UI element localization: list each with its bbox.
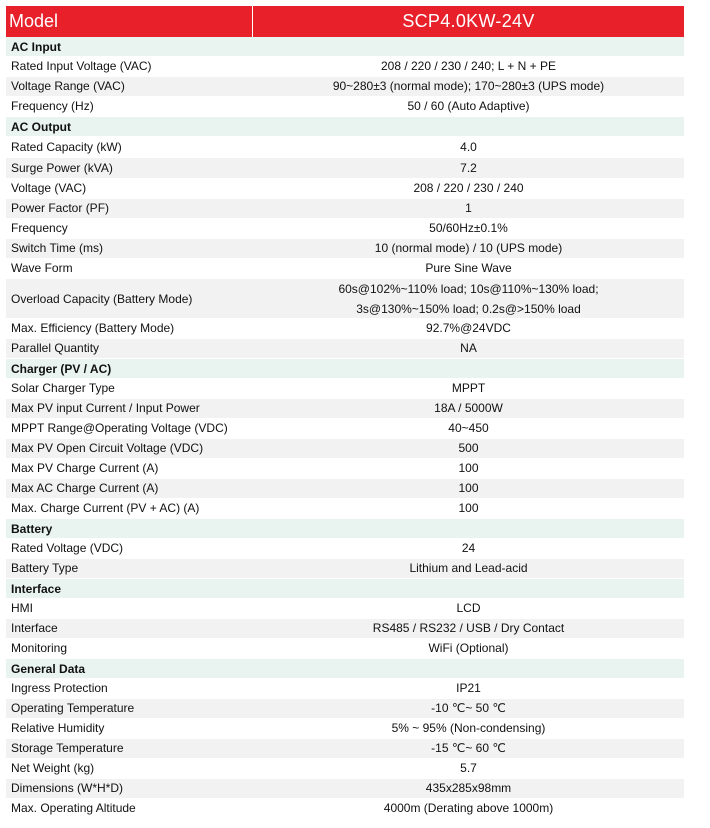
row-value-line-2: 3s@130%~150% load; 0.2s@>150% load <box>356 302 581 316</box>
table-row <box>6 239 684 259</box>
row-label: Frequency <box>11 221 68 235</box>
row-label: Max AC Charge Current (A) <box>11 481 159 495</box>
row-value: 500 <box>458 441 479 455</box>
table-row <box>6 77 684 97</box>
row-value: 24 <box>461 541 476 555</box>
row-value: 1 <box>465 201 472 215</box>
table-row <box>6 779 684 799</box>
row-label: Parallel Quantity <box>11 341 100 355</box>
row-label: Interface <box>11 621 58 635</box>
table-row <box>6 759 684 779</box>
table-row <box>6 699 684 719</box>
section-interface: Interface <box>6 579 684 599</box>
table-row <box>6 499 684 519</box>
row-label: Max. Operating Altitude <box>11 801 136 815</box>
table-row <box>6 479 684 499</box>
table-row <box>6 179 684 199</box>
row-label: Switch Time (ms) <box>11 241 104 255</box>
row-label: Ingress Protection <box>11 681 108 695</box>
row-label: MPPT Range@Operating Voltage (VDC) <box>11 421 228 435</box>
row-value: Lithium and Lead-acid <box>409 561 528 575</box>
row-label: Max. Efficiency (Battery Mode) <box>11 321 175 335</box>
row-value: 50/60Hz±0.1% <box>429 221 508 235</box>
table-row <box>6 379 684 399</box>
row-value: -10 ℃~ 50 ℃ <box>431 701 506 715</box>
table-row <box>6 419 684 439</box>
row-value: 7.2 <box>460 161 477 175</box>
table-row <box>6 219 684 239</box>
row-value: -15 ℃~ 60 ℃ <box>431 741 506 755</box>
row-value: NA <box>460 341 477 355</box>
table-row <box>6 459 684 479</box>
table-row <box>6 679 684 699</box>
row-value-line-1: 60s@102%~110% load; 10s@110%~130% load; <box>338 282 599 296</box>
table-row <box>6 319 684 339</box>
row-value: 18A / 5000W <box>434 401 503 415</box>
row-value: 92.7%@24VDC <box>426 321 511 335</box>
row-value: WiFi (Optional) <box>428 641 509 655</box>
row-label: Surge Power (kVA) <box>11 161 113 175</box>
section-ac-output: AC Output <box>6 117 684 137</box>
table-row <box>6 259 684 279</box>
table-row <box>6 639 684 659</box>
row-label: Frequency (Hz) <box>11 99 94 113</box>
row-value: 208 / 220 / 230 / 240; L + N + PE <box>380 59 556 73</box>
table-row <box>6 57 684 77</box>
table-row <box>6 339 684 359</box>
header-model-value: SCP4.0KW-24V <box>402 11 535 31</box>
table-row <box>6 279 684 319</box>
row-label: Monitoring <box>11 641 68 655</box>
row-value: 100 <box>458 501 479 515</box>
row-value: 5% ~ 95% (Non-condensing) <box>391 721 546 735</box>
row-value: 4.0 <box>460 140 477 154</box>
row-value: 435x285x98mm <box>425 781 512 795</box>
table-row <box>6 719 684 739</box>
row-value: LCD <box>456 601 481 615</box>
row-value: 90~280±3 (normal mode); 170~280±3 (UPS mode) <box>332 79 605 93</box>
table-row <box>6 799 684 819</box>
row-label: Max PV input Current / Input Power <box>11 401 200 415</box>
row-value: IP21 <box>456 681 481 695</box>
row-value: 50 / 60 (Auto Adaptive) <box>407 99 530 113</box>
row-label: Wave Form <box>11 261 73 275</box>
table-row <box>6 619 684 639</box>
section-ac-input: AC Input <box>6 37 684 57</box>
table-row <box>6 97 684 117</box>
row-label: Rated Voltage (VDC) <box>11 541 124 555</box>
row-label: Dimensions (W*H*D) <box>11 781 124 795</box>
row-label: Storage Temperature <box>11 741 124 755</box>
table-row <box>6 158 684 179</box>
row-value: MPPT <box>451 381 486 395</box>
row-label: Rated Input Voltage (VAC) <box>11 59 152 73</box>
table-row <box>6 559 684 579</box>
row-value: 10 (normal mode) / 10 (UPS mode) <box>374 241 563 255</box>
row-value: RS485 / RS232 / USB / Dry Contact <box>372 621 565 635</box>
table-row <box>6 439 684 459</box>
section-general-data: General Data <box>6 659 684 679</box>
row-label: Overload Capacity (Battery Mode) <box>11 292 193 306</box>
table-row <box>6 599 684 619</box>
row-value: 40~450 <box>448 421 489 435</box>
row-label: Relative Humidity <box>11 721 105 735</box>
row-value: Pure Sine Wave <box>425 261 512 275</box>
table-row <box>6 137 684 158</box>
section-charger: Charger (PV / AC) <box>6 359 684 379</box>
row-label: Power Factor (PF) <box>11 201 110 215</box>
row-label: Voltage (VAC) <box>11 181 87 195</box>
row-value: 4000m (Derating above 1000m) <box>383 801 554 815</box>
row-label: Max PV Open Circuit Voltage (VDC) <box>11 441 204 455</box>
table-row <box>6 199 684 219</box>
row-value <box>253 279 684 318</box>
row-value: 100 <box>458 481 479 495</box>
section-battery: Battery <box>6 519 684 539</box>
row-label: Max PV Charge Current (A) <box>11 461 159 475</box>
row-value: 208 / 220 / 230 / 240 <box>413 181 524 195</box>
row-label: Max. Charge Current (PV + AC) (A) <box>11 501 200 515</box>
table-row <box>6 539 684 559</box>
table-row <box>6 399 684 419</box>
header-model-label: Model <box>6 6 253 37</box>
table-header <box>6 6 684 37</box>
row-label: Rated Capacity (kW) <box>11 140 122 154</box>
row-label: Voltage Range (VAC) <box>11 79 125 93</box>
spec-table <box>6 6 684 819</box>
row-label: Operating Temperature <box>11 701 135 715</box>
table-row <box>6 739 684 759</box>
row-value: 5.7 <box>460 761 477 775</box>
row-label: Net Weight (kg) <box>11 761 95 775</box>
row-label: Solar Charger Type <box>11 381 115 395</box>
row-label: HMI <box>11 601 33 615</box>
row-label: Battery Type <box>11 561 79 575</box>
row-value: 100 <box>458 461 479 475</box>
